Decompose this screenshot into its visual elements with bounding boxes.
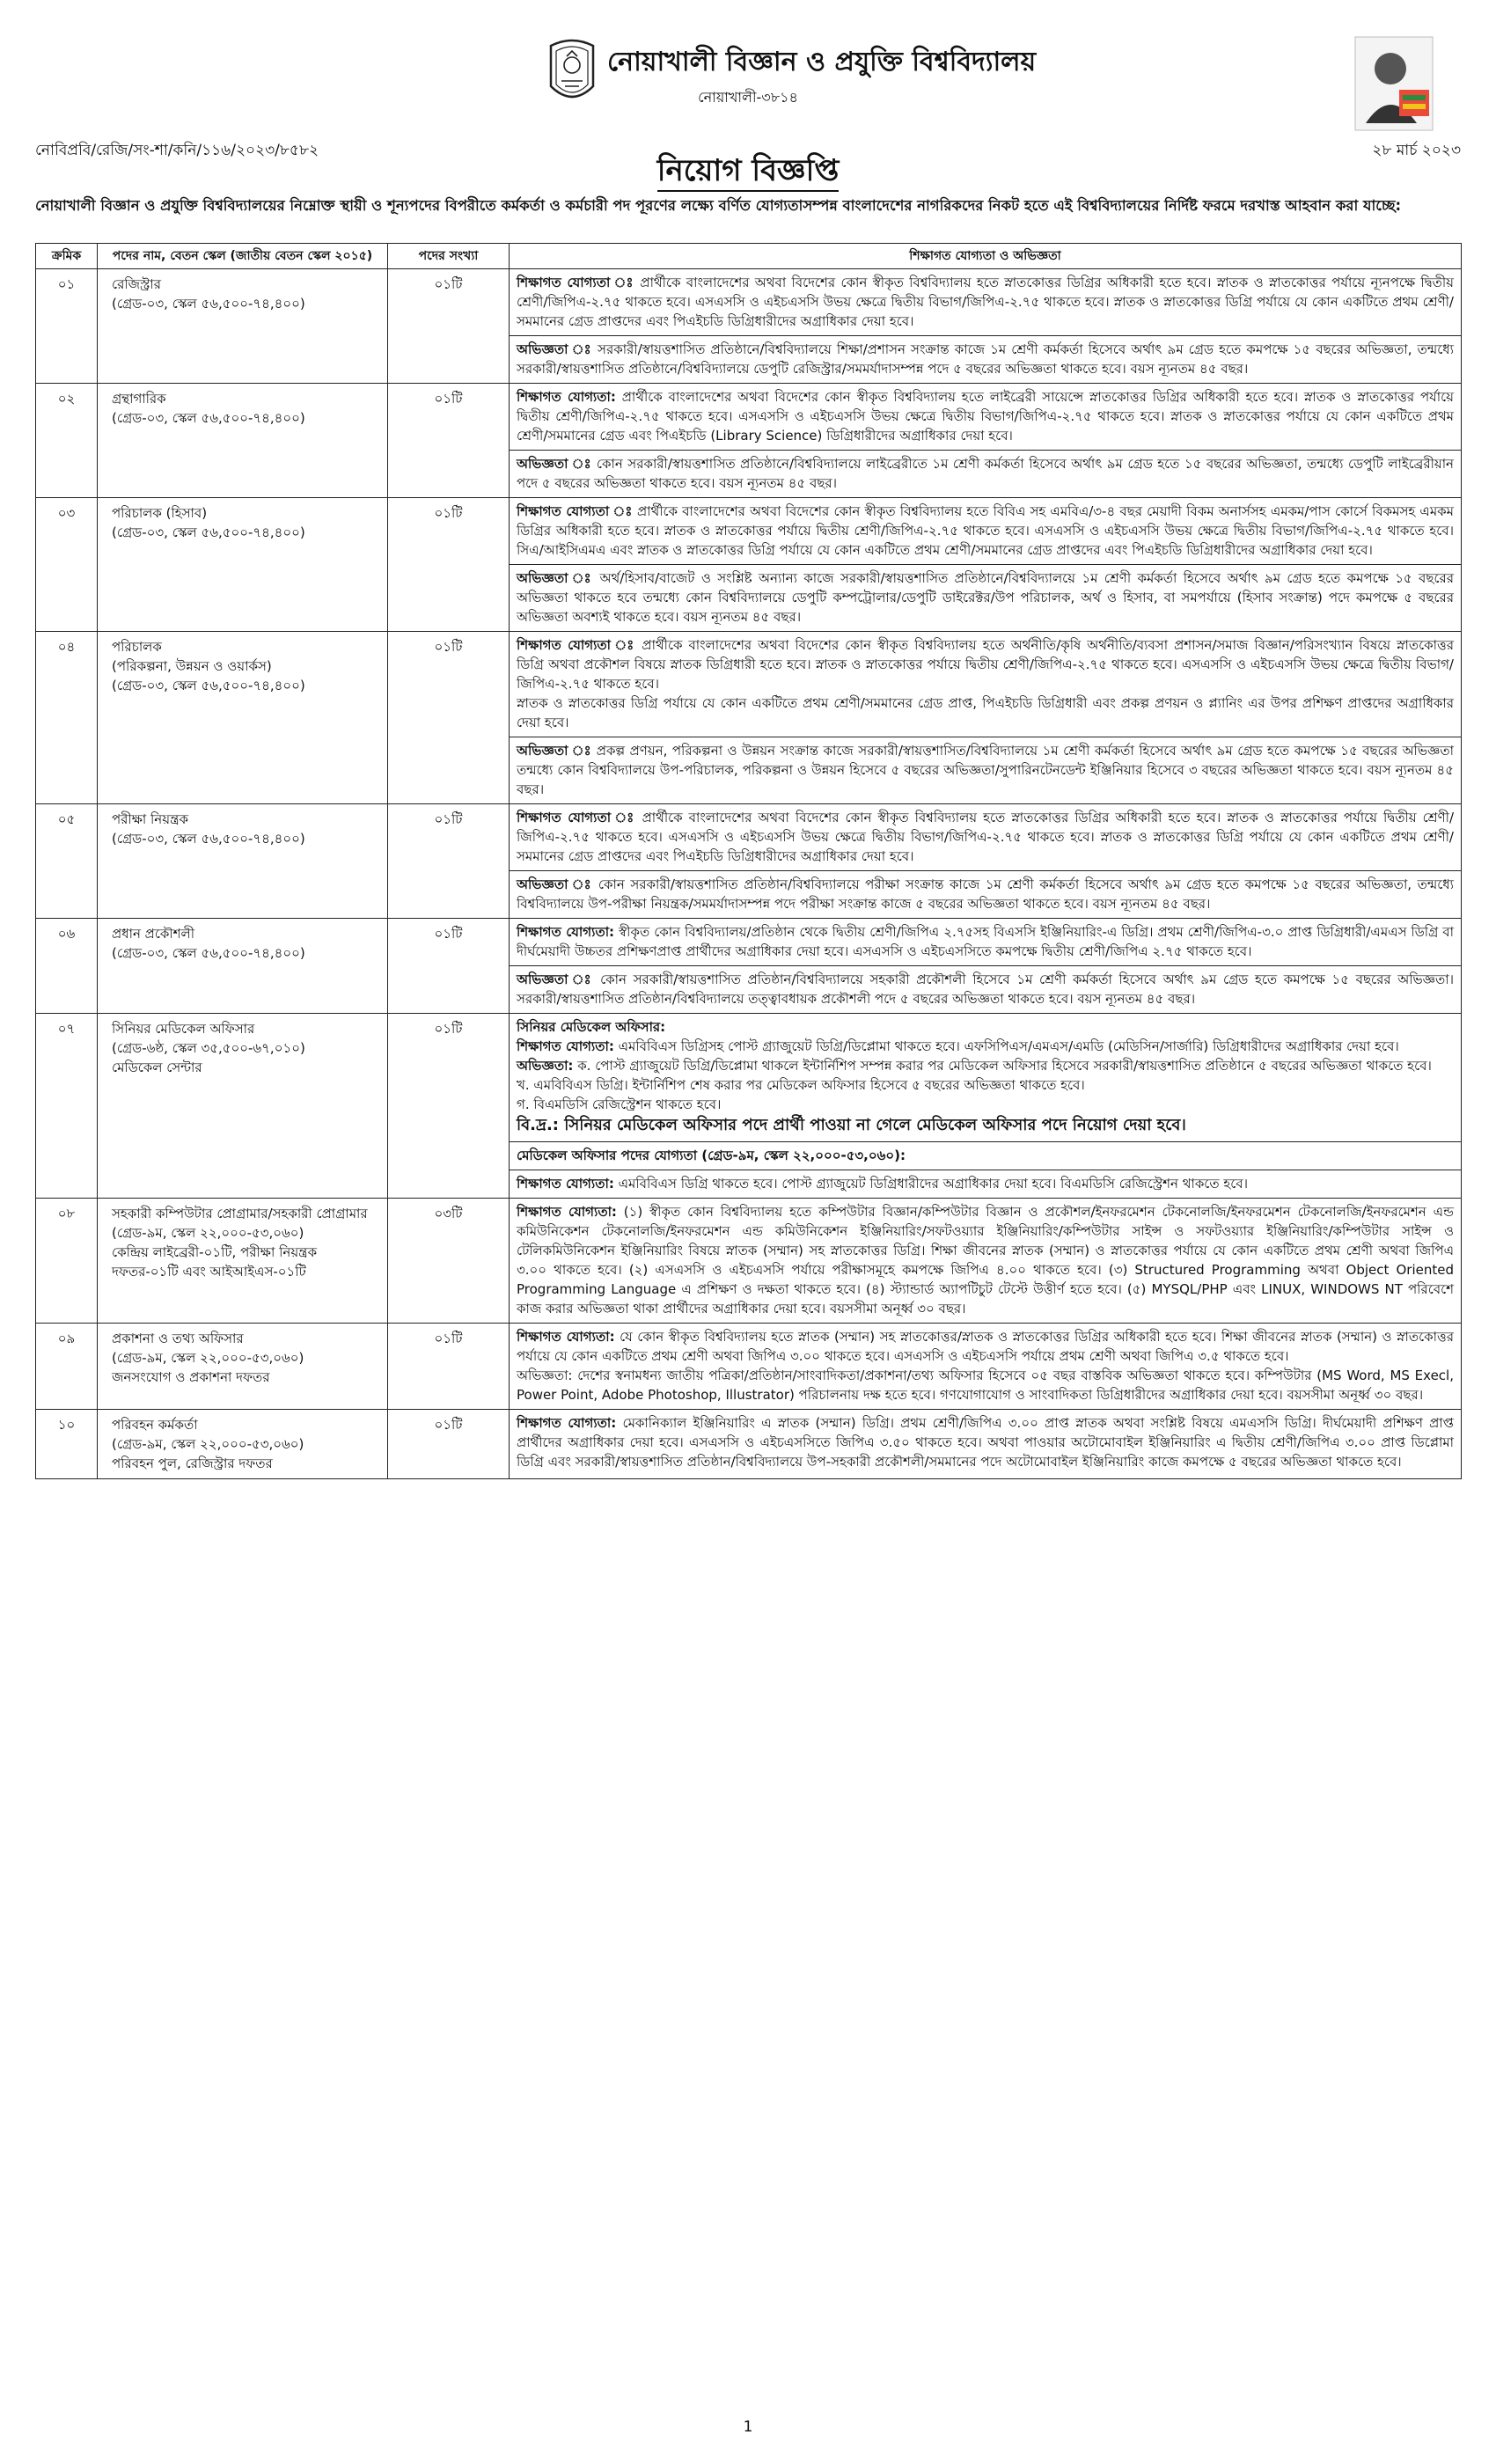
qualification-paragraph <box>517 1095 1454 1114</box>
qualification-label: শিক্ষাগত যোগ্যতা ঃ <box>517 275 635 290</box>
qualification-label: শিক্ষাগত যোগ্যতা: <box>517 1415 617 1431</box>
qualification-block <box>510 1199 1461 1323</box>
qualification-label: শিক্ষাগত যোগ্যতা ঃ <box>517 503 633 519</box>
qualification-text: কোন সরকারী/স্বায়ত্তশাসিত প্রতিষ্ঠান/বিশ্ববিদ্যালয়ে সহকারী প্রকৌশলী হিসেবে ১ম শ্রেণী কর্মকর্তা হিসেবে অর্থাৎ ৯ম গ্রেড হতে কমপক্ষে ১৫ বছরের অভিজ্ঞতা। সরকারী/স্বায়ত্তশাসিত প্রতিষ্ঠান/বিশ্ববিদ্যালয়ে তত্ত্বাবধায়ক প্রকৌশলী পদে ৫ বছরের অভিজ্ঞতা থাকতে হবে। বয়স ন্যূনতম ৪৫ বছর। <box>517 972 1454 1007</box>
serial-cell: ০২ <box>36 384 98 498</box>
qualification-block <box>510 870 1461 918</box>
table-row <box>36 498 1462 632</box>
post-line: প্রকাশনা ও তথ্য অফিসার <box>112 1331 244 1346</box>
post-line: (গ্রেড-০৩, স্কেল ৫৬,৫০০-৭৪,৪০০) <box>112 524 305 540</box>
reference-number: নোবিপ্রবি/রেজি/সং-শা/কনি/১১৬/২০২৩/৮৫৮২ <box>35 142 319 159</box>
qualification-text: কোন সরকারী/স্বায়ত্তশাসিত প্রতিষ্ঠানে/বিশ্ববিদ্যালয়ে লাইব্রেরীতে ১ম শ্রেণী কর্মকর্তা হিসেবে অর্থাৎ ৯ম গ্রেড হতে ১৫ বছরের অভিজ্ঞতা, তন্মধ্যে ডেপুটি লাইব্রেরীয়ান পদে ৫ বছরের অভিজ্ঞতা থাকতে হবে। বয়স ন্যূনতম ৪৫ বছর। <box>517 456 1454 491</box>
letterhead <box>0 35 1496 159</box>
qualification-block <box>510 919 1461 965</box>
qualification-text: গ. বিএমডিসি রেজিস্ট্রেশন থাকতে হবে। <box>517 1096 722 1112</box>
header-qualification: শিক্ষাগত যোগ্যতা ও অভিজ্ঞতা <box>510 244 1462 269</box>
qualification-text: যে কোন স্বীকৃত বিশ্ববিদ্যালয় হতে স্নাতক (সম্মান) সহ স্নাতকোত্তর/স্নাতক ও স্নাতকোত্তর ডিগ্রির অধিকারী হতে হবে। শিক্ষা জীবনের স্নাতক (সম্মান) ও স্নাতকোত্তর পর্যায়ে যে কোন একটিতে প্রথম শ্রেণী অথবা জিপিএ ৩.০০ থাকতে হবে। এসএসসি ও এইচএসসি পর্যায়ে প্রথম শ্রেণী অথবা জিপিএ ৩.৫ থাকতে হবে। <box>517 1329 1454 1364</box>
qualification-text: ক. পোস্ট গ্র্যাজুয়েট ডিগ্রি/ডিপ্লোমা থাকলে ইন্টার্নিশিপ সম্পন্ন করার পর মেডিকেল অফিসার হিসেবে সরকারী/স্বায়ত্তশাসিত প্রতিষ্ঠানে ৫ বছরের অভিজ্ঞতা থাকতে হবে। <box>573 1058 1432 1074</box>
qualification-label: শিক্ষাগত যোগ্যতা: <box>517 1329 615 1345</box>
qualification-label: শিক্ষাগত যোগ্যতা ঃ <box>517 637 636 653</box>
post-line: (গ্রেড-০৩, স্কেল ৫৬,৫০০-৭৪,৪০০) <box>112 678 305 693</box>
post-line: (পরিকল্পনা, উন্নয়ন ও ওয়ার্কস) <box>112 658 272 674</box>
qualification-text: খ. এমবিবিএস ডিগ্রি। ইন্টার্নিশিপ শেষ করার পর মেডিকেল অফিসার হিসেবে ৫ বছরের অভিজ্ঞতা থাকতে হবে। <box>517 1077 1085 1093</box>
qualification-cell <box>510 1014 1462 1199</box>
qualification-text: অভিজ্ঞতা: দেশের স্বনামধন্য জাতীয় পত্রিকা/প্রতিষ্ঠান/সাংবাদিকতা/প্রকাশনা/তথ্য অফিসার হিসেবে ০৫ বছর বাস্তবিক অভিজ্ঞতা থাকতে হবে। কম্পিউটার (MS Word, MS Execl, Power Point, Adobe Photoshop, Illustrator) পরিচালনায় দক্ষ হতে হবে। গণযোগাযোগ ও সাংবাদিকতা ডিগ্রিধারীদের অগ্রাধিকার দেয়া হবে। বয়সসীমা অনূর্ধ্ব ৩০ বছর। <box>517 1368 1454 1403</box>
qualification-cell <box>510 1410 1462 1479</box>
post-cell <box>98 1410 388 1479</box>
post-cell <box>98 269 388 384</box>
qualification-paragraph <box>517 387 1454 445</box>
qualification-cell <box>510 498 1462 632</box>
table-row <box>36 919 1462 1014</box>
qualification-text: স্বীকৃত কোন বিশ্ববিদ্যালয়/প্রতিষ্ঠান থেকে দ্বিতীয় শ্রেণী/জিপিএ ২.৭৫সহ বিএসসি ইঞ্জিনিয়ারিং-এ ডিগ্রি। প্রথম শ্রেণী/জিপিএ-৩.০ প্রাপ্ত ডিগ্রিধারী/এমএস ডিগ্রি বা দীর্ঘমেয়াদী উচ্চতর প্রশিক্ষণপ্রাপ্ত প্রার্থীদের অগ্রাধিকার দেয়া হবে। এসএসসি ও এইচএসসিতে কমপক্ষে দ্বিতীয় শ্রেণী/জিপিএ ২.৭৫ থাকতে হবে। <box>517 924 1454 959</box>
notice-title: নিয়োগ বিজ্ঞপ্তি <box>0 148 1496 198</box>
post-line: রেজিস্ট্রার <box>112 276 162 292</box>
serial-cell: ০৩ <box>36 498 98 632</box>
post-line: (গ্রেড-৬ষ্ঠ, স্কেল ৩৫,৫০০-৬৭,০১০) <box>112 1040 305 1056</box>
table-row <box>36 804 1462 919</box>
qualification-paragraph <box>517 1413 1454 1471</box>
post-line: পরিবহন কর্মকর্তা <box>112 1417 198 1433</box>
post-cell <box>98 804 388 919</box>
qualification-paragraph <box>517 693 1454 732</box>
table-body <box>36 269 1462 1479</box>
qualification-block <box>510 1141 1461 1170</box>
post-line: (গ্রেড-৯ম, স্কেল ২২,০০০-৫৩,০৬০) <box>112 1436 304 1452</box>
count-cell: ০১টি <box>388 498 510 632</box>
table-row <box>36 1410 1462 1479</box>
notice-intro: নোয়াখালী বিজ্ঞান ও প্রযুক্তি বিশ্ববিদ্যালয়ের নিম্নোক্ত স্থায়ী ও শূন্যপদের বিপরীতে কর্মকর্তা ও কর্মচারী পদ পূরণের লক্ষ্যে বর্ণিত যোগ্যতাসম্পন্ন বাংলাদেশের নাগরিকদের নিকট হতে এই বিশ্ববিদ্যালয়ের নির্দিষ্ট ফরমে দরখাস্ত আহবান করা যাচ্ছে: <box>35 197 1402 214</box>
qualification-text: প্রার্থীকে বাংলাদেশের অথবা বিদেশের কোন স্বীকৃত বিশ্ববিদ্যালয় হতে স্নাতকোত্তর ডিগ্রির অধিকারী হতে হবে। স্নাতক ও স্নাতকোত্তর পর্যায়ে দ্বিতীয় শ্রেণী/জিপিএ-২.৭৫ থাকতে হবে। এসএসসি ও এইচএসসি উভয় ক্ষেত্রে দ্বিতীয় বিভাগ/জিপিএ-২.৭৫ থাকতে হবে। স্নাতক ও স্নাতকোত্তর ডিগ্রি পর্যায়ে যে কোন একটিতে প্রথম শ্রেণী/সমমানের গ্রেড প্রাপ্তদের এবং পিএইচডি ডিগ্রিধারীদের অগ্রাধিকার দেয়া হবে। <box>517 810 1454 864</box>
count-cell: ০৩টি <box>388 1199 510 1324</box>
serial-cell: ০৭ <box>36 1014 98 1199</box>
qualification-paragraph <box>517 340 1454 378</box>
table-row <box>36 632 1462 804</box>
qualification-cell <box>510 384 1462 498</box>
serial-cell: ০৫ <box>36 804 98 919</box>
count-cell: ০১টি <box>388 804 510 919</box>
qualification-paragraph <box>517 502 1454 560</box>
qualification-block <box>510 632 1461 737</box>
qualification-paragraph <box>517 1146 1454 1165</box>
qualification-paragraph <box>517 741 1454 799</box>
post-line: কেন্দ্রিয় লাইব্রেরী-০১টি, পরীক্ষা নিয়ন্ত্রক দফতর-০১টি এবং আইআইএস-০১টি <box>112 1244 318 1280</box>
qualification-label: শিক্ষাগত যোগ্যতা: <box>517 924 615 940</box>
qualification-label: অভিজ্ঞতা ঃ <box>517 876 593 892</box>
serial-cell: ০৯ <box>36 1324 98 1410</box>
serial-cell: ০৪ <box>36 632 98 804</box>
qualification-text: স্নাতক ও স্নাতকোত্তর ডিগ্রি পর্যায়ে যে কোন একটিতে প্রথম শ্রেণী/সমমানের গ্রেড প্রাপ্ত, পিএইচডি ডিগ্রিধারী এবং প্রকল্প প্রণয়ন ও প্ল্যানিং এর উপর প্রশিক্ষণ প্রাপ্তদের অগ্রাধিকার দেয়া হবে। <box>517 695 1454 730</box>
post-line: (গ্রেড-০৩, স্কেল ৫৬,৫০০-৭৪,৪০০) <box>112 831 305 847</box>
qualification-block <box>510 335 1461 383</box>
post-cell <box>98 1014 388 1199</box>
qualification-text: এমবিবিএস ডিগ্রি থাকতে হবে। পোস্ট গ্র্যাজুয়েট ডিগ্রিধারীদের অগ্রাধিকার দেয়া হবে। বিএমডিসি রেজিস্ট্রেশন থাকতে হবে। <box>613 1176 1248 1192</box>
qualification-paragraph <box>517 970 1454 1008</box>
count-cell: ০১টি <box>388 1410 510 1479</box>
post-line: জনসংযোগ ও প্রকাশনা দফতর <box>112 1369 270 1385</box>
post-cell <box>98 1199 388 1324</box>
qualification-text: প্রকল্প প্রণয়ন, পরিকল্পনা ও উন্নয়ন সংক্রান্ত কাজে সরকারী/স্বায়ত্তশাসিত/বিশ্ববিদ্যালয়ে ১ম শ্রেণী কর্মকর্তা হিসেবে অর্থাৎ ৯ম গ্রেড হতে কমপক্ষে ১৫ বছরের অভিজ্ঞতা তন্মধ্যে কোন বিশ্ববিদ্যালয়ে উপ-পরিচালক, পরিকল্পনা ও উন্নয়ন হিসেবে ৫ বছরের অভিজ্ঞতা/সুপারিনটেনডেন্ট ইঞ্জিনিয়ার হিসেবে ৩ বছরের অভিজ্ঞতা থাকতে হবে। বয়স ন্যূনতম ৪৫ বছর। <box>517 743 1454 797</box>
serial-cell: ০৮ <box>36 1199 98 1324</box>
qualification-paragraph <box>517 1174 1454 1193</box>
qualification-cell <box>510 919 1462 1014</box>
post-line: (গ্রেড-০৩, স্কেল ৫৬,৫০০-৭৪,৪০০) <box>112 296 305 312</box>
post-line: (গ্রেড-০৩, স্কেল ৫৬,৫০০-৭৪,৪০০) <box>112 945 305 961</box>
table-row <box>36 269 1462 384</box>
qualification-note: বি.দ্র.: সিনিয়র মেডিকেল অফিসার পদে প্রার্থী পাওয়া না গেলে মেডিকেল অফিসার পদে নিয়োগ দেয়া হবে। <box>517 1116 1186 1134</box>
qualification-text: প্রার্থীকে বাংলাদেশের অথবা বিদেশের কোন স্বীকৃত বিশ্ববিদ্যালয় হতে স্নাতকোত্তর ডিগ্রির অধিকারী হতে হবে। স্নাতক ও স্নাতকোত্তর পর্যায়ে ন্যূনপক্ষে দ্বিতীয় শ্রেণী/জিপিএ-২.৭৫ থাকতে হবে। এসএসসি ও এইচএসসি উভয় ক্ষেত্রে দ্বিতীয় বিভাগ/জিপিএ-২.৭৫ থাকতে হবে। স্নাতক ও স্নাতকোত্তর ডিগ্রি পর্যায়ে যে কোন একটিতে প্রথম শ্রেণী/সমমানের গ্রেড প্রাপ্তদের এবং পিএইচডি ডিগ্রিধারীদের অগ্রাধিকার দেয়া হবে। <box>517 275 1454 329</box>
table-header-row <box>36 244 1462 269</box>
post-line: (গ্রেড-৯ম, স্কেল ২২,০০০-৫৩,০৬০) <box>112 1225 304 1241</box>
qualification-cell <box>510 1324 1462 1410</box>
university-name: নোয়াখালী বিজ্ঞান ও প্রযুক্তি বিশ্ববিদ্যালয় <box>607 47 1037 77</box>
qualification-paragraph <box>517 1327 1454 1366</box>
qualification-text: প্রার্থীকে বাংলাদেশের অথবা বিদেশের কোন স্বীকৃত বিশ্ববিদ্যালয় হতে লাইব্রেরী সায়েন্সে স্নাতকোত্তর ডিগ্রির অধিকারী হতে হবে। স্নাতক ও স্নাতকোত্তর পর্যায়ে দ্বিতীয় শ্রেণী/জিপিএ-২.৭৫ থাকতে হবে। এসএসসি ও এইচএসসি উভয় ক্ষেত্রে দ্বিতীয় বিভাগ/জিপিএ-২.৭৫ থাকতে হবে। স্নাতক ও স্নাতকোত্তর পর্যায়ে যে কোন একটিতে প্রথম শ্রেণী/সমমানের গ্রেড এবং পিএইচডি (Library Science) ডিগ্রিধারীদের অগ্রাধিকার দেয়া হবে। <box>517 389 1454 444</box>
post-cell <box>98 498 388 632</box>
qualification-block <box>510 564 1461 631</box>
notice-date: ২৮ মার্চ ২০২৩ <box>1372 142 1461 159</box>
count-cell: ০১টি <box>388 384 510 498</box>
post-cell <box>98 632 388 804</box>
qualification-paragraph <box>517 1017 1454 1037</box>
post-line: পরিবহন পুল, রেজিস্ট্রার দফতর <box>112 1456 273 1471</box>
table-row <box>36 384 1462 498</box>
table-row <box>36 1014 1462 1199</box>
post-line: পরিচালক <box>112 639 162 655</box>
qualification-paragraph <box>517 454 1454 493</box>
qualification-text: প্রার্থীকে বাংলাদেশের অথবা বিদেশের কোন স্বীকৃত বিশ্ববিদ্যালয় হতে অর্থনীতি/কৃষি অর্থনীতি/ব্যবসা প্রশাসন/সমাজ বিজ্ঞান/পরিসংখ্যান বিষয়ে স্নাতকোত্তর ডিগ্রি অথবা প্রকৌশল বিষয়ে স্নাতক ডিগ্রিধারী হতে হবে। স্নাতক ও স্নাতকোত্তর পর্যায়ে দ্বিতীয় শ্রেণী/জিপিএ-২.৭৫ থাকতে হবে। এসএসসি ও এইচএসসি উভয় ক্ষেত্রে দ্বিতীয় বিভাগ/জিপিএ-২.৭৫ থাকতে হবে। <box>517 637 1454 692</box>
count-cell: ০১টি <box>388 919 510 1014</box>
qualification-paragraph <box>517 1202 1454 1318</box>
table-row <box>36 1199 1462 1324</box>
qualification-block <box>510 1170 1461 1198</box>
header-count: পদের সংখ্যা <box>388 244 510 269</box>
qualification-label: সিনিয়র মেডিকেল অফিসার: <box>517 1019 666 1035</box>
portrait-icon <box>1353 35 1434 132</box>
qualification-paragraph <box>517 875 1454 913</box>
count-cell: ০১টি <box>388 1014 510 1199</box>
qualification-block <box>510 804 1461 870</box>
post-line: সিনিয়র মেডিকেল অফিসার <box>112 1021 255 1037</box>
qualification-text: অর্থ/হিসাব/বাজেট ও সংশ্লিষ্ট অন্যান্য কাজে সরকারী/স্বায়ত্তশাসিত প্রতিষ্ঠানে/বিশ্ববিদ্যালয়ে ১ম শ্রেণী কর্মকর্তা হিসেবে অর্থাৎ ৯ম গ্রেড হতে কমপক্ষে ১৫ বছরের অভিজ্ঞতা থাকতে হবে তন্মধ্যে কোন বিশ্ববিদ্যালয়ে ডেপুটি কম্পট্রোলার/ডেপুটি ডাইরেক্টর/উপ পরিচালক, অর্থ ও হিসাব, বা সমপর্যায়ে (হিসাব সংক্রান্ত) পদে কমপক্ষে ৫ বছরের অভিজ্ঞতা অবশ্যই থাকতে হবে। বয়স ন্যূনতম ৪৫ বছর। <box>517 570 1454 625</box>
qualification-label: অভিজ্ঞতা ঃ <box>517 456 592 472</box>
post-line: পরীক্ষা নিয়ন্ত্রক <box>112 811 188 827</box>
qualification-text: সরকারী/স্বায়ত্তশাসিত প্রতিষ্ঠানে/বিশ্ববিদ্যালয়ে শিক্ষা/প্রশাসন সংক্রান্ত কাজে ১ম শ্রেণী কর্মকর্তা হিসেবে অর্থাৎ ৯ম গ্রেড হতে কমপক্ষে ১৫ বছরের অভিজ্ঞতা, তন্মধ্যে সরকারী/স্বায়ত্তশাসিত প্রতিষ্ঠানে/বিশ্ববিদ্যালয়ে ডেপুটি রেজিস্ট্রার/সমমর্যাদাসম্পন্ন পদে ৫ বছরের অভিজ্ঞতা থাকতে হবে। বয়স ন্যূনতম ৪৫ বছর। <box>517 341 1454 377</box>
qualification-paragraph <box>517 635 1454 693</box>
header-serial: ক্রমিক <box>36 244 98 269</box>
count-cell: ০১টি <box>388 1324 510 1410</box>
post-line: পরিচালক (হিসাব) <box>112 505 208 521</box>
post-cell <box>98 1324 388 1410</box>
qualification-label: শিক্ষাগত যোগ্যতা: <box>517 1038 614 1054</box>
qualification-text: কোন সরকারী/স্বায়ত্তশাসিত প্রতিষ্ঠান/বিশ্ববিদ্যালয়ে পরীক্ষা সংক্রান্ত কাজে ১ম শ্রেণী কর্মকর্তা হিসেবে অর্থাৎ ৯ম গ্রেড হতে কমপক্ষে ১৫ বছরের অভিজ্ঞতা, তন্মধ্যে বিশ্ববিদ্যালয়ে উপ-পরীক্ষা নিয়ন্ত্রক/সমমর্যাদাসম্পন্ন পদে পরীক্ষা সংক্রান্ত কাজে ৫ বছরের অভিজ্ঞতা থাকতে হবে। বয়স ন্যূনতম ৪৫ বছর। <box>517 876 1454 912</box>
post-line: (গ্রেড-০৩, স্কেল ৫৬,৫০০-৭৪,৪০০) <box>112 410 305 426</box>
qualification-cell <box>510 1199 1462 1324</box>
post-cell <box>98 919 388 1014</box>
qualification-label: মেডিকেল অফিসার পদের যোগ্যতা (গ্রেড-৯ম, স্কেল ২২,০০০-৫৩,০৬০): <box>517 1148 906 1163</box>
post-line: গ্রন্থাগারিক <box>112 391 166 407</box>
qualification-label: শিক্ষাগত যোগ্যতা: <box>517 1176 614 1192</box>
qualification-block <box>510 384 1461 450</box>
qualification-paragraph <box>517 1366 1454 1404</box>
qualification-label: অভিজ্ঞতা ঃ <box>517 972 594 987</box>
qualification-text: এমবিবিএস ডিগ্রিসহ পোস্ট গ্র্যাজুয়েট ডিগ্রি/ডিপ্লোমা থাকতে হবে। এফসিপিএস/এমএস/এমডি (মেডিসিন/সার্জারি) ডিগ্রিধারীদের অগ্রাধিকার দেয়া হবে। <box>613 1038 1399 1054</box>
serial-cell: ০৬ <box>36 919 98 1014</box>
qualification-cell <box>510 804 1462 919</box>
table-row <box>36 1324 1462 1410</box>
qualification-block <box>510 269 1461 335</box>
post-line: (গ্রেড-৯ম, স্কেল ২২,০০০-৫৩,০৬০) <box>112 1350 304 1366</box>
qualification-paragraph <box>517 1056 1454 1075</box>
post-line: সহকারী কম্পিউটার প্রোগ্রামার/সহকারী প্রোগ্রামার <box>112 1206 368 1221</box>
qualification-label: শিক্ষাগত যোগ্যতা: <box>517 1204 617 1220</box>
qualification-text: মেকানিক্যাল ইঞ্জিনিয়ারিং এ স্নাতক (সম্মান) ডিগ্রি। প্রথম শ্রেণী/জিপিএ ৩.০০ প্রাপ্ত স্নাতক অথবা সংশ্লিষ্ট বিষয়ে এমএসসি ডিগ্রি। দীর্ঘমেয়াদী প্রশিক্ষণ প্রাপ্ত প্রার্থীদের অগ্রাধিকার দেয়া হবে। এসএসসি ও এইচএসসিতে জিপিএ ৩.৫০ থাকতে হবে। অথবা পাওয়ার অটোমোবাইল ইঞ্জিনিয়ারিং এ দ্বিতীয় শ্রেণী/জিপিএ ৩.০০ প্রাপ্ত ডিপ্লোমা ডিগ্রি এবং সরকারী/স্বায়ত্তশাসিত প্রতিষ্ঠান/বিশ্ববিদ্যালয়ে উপ-সহকারী প্রকৌশলী/সমমানের পদে অটোমোবাইল ইঞ্জিনিয়ারিং কাজে কমপক্ষে ৫ বছরের অভিজ্ঞতা থাকতে হবে। <box>517 1415 1454 1470</box>
qualification-label: শিক্ষাগত যোগ্যতা ঃ <box>517 810 636 825</box>
qualification-paragraph <box>517 273 1454 331</box>
serial-cell: ১০ <box>36 1410 98 1479</box>
count-cell: ০১টি <box>388 632 510 804</box>
qualification-block <box>510 450 1461 497</box>
qualification-paragraph <box>517 1114 1454 1137</box>
qualification-label: শিক্ষাগত যোগ্যতা: <box>517 389 616 405</box>
qualification-cell <box>510 632 1462 804</box>
qualification-block <box>510 1324 1461 1409</box>
qualification-paragraph <box>517 568 1454 627</box>
qualification-cell <box>510 269 1462 384</box>
header-post: পদের নাম, বেতন স্কেল (জাতীয় বেতন স্কেল ২০১৫) <box>98 244 388 269</box>
serial-cell: ০১ <box>36 269 98 384</box>
post-cell <box>98 384 388 498</box>
count-cell: ০১টি <box>388 269 510 384</box>
qualification-block <box>510 1410 1461 1476</box>
qualification-text: প্রার্থীকে বাংলাদেশের অথবা বিদেশের কোন স্বীকৃত বিশ্ববিদ্যালয় হতে বিবিএ সহ এমবিএ/৩-৪ বছর মেয়াদী বিকম অনার্সসহ এমকম/পাস কোর্সে বিকমসহ এমকম ডিগ্রির অধিকারী হতে হবে। স্নাতক ও স্নাতকোত্তর পর্যায়ে দ্বিতীয় শ্রেণী/জিপিএ-২.৭৫ থাকতে হবে। এসএসসি ও এইচএসসি উভয় ক্ষেত্রে দ্বিতীয় বিভাগ/জিপিএ-২.৭৫ থাকতে হবে। সিএ/আইসিএমএ এবং স্নাতক ও স্নাতকোত্তর ডিগ্রি পর্যায়ে যে কোন একটিতে প্রথম শ্রেণী/সমমানের গ্রেড প্রাপ্তদের এবং পিএইচডি ডিগ্রিধারীদের অগ্রাধিকার দেয়া হবে। <box>517 503 1454 558</box>
qualification-paragraph <box>517 1037 1454 1056</box>
qualification-label: অভিজ্ঞতা ঃ <box>517 743 592 759</box>
qualification-paragraph <box>517 922 1454 961</box>
qualification-block <box>510 498 1461 564</box>
qualification-block <box>510 965 1461 1013</box>
post-line: প্রধান প্রকৌশলী <box>112 926 195 942</box>
qualification-paragraph <box>517 1075 1454 1095</box>
qualification-label: অভিজ্ঞতা ঃ <box>517 341 592 357</box>
page-number: 1 <box>743 2418 753 2436</box>
university-address: নোয়াখালী-৩৮১৪ <box>698 89 798 106</box>
vacancy-table <box>35 243 1462 1479</box>
qualification-label: অভিজ্ঞতা ঃ <box>517 570 594 586</box>
qualification-block <box>510 737 1461 803</box>
qualification-block <box>510 1014 1461 1141</box>
qualification-label: অভিজ্ঞতা: <box>517 1058 574 1074</box>
qualification-paragraph <box>517 808 1454 866</box>
qualification-text: (১) স্বীকৃত কোন বিশ্ববিদ্যালয় হতে কম্পিউটার বিজ্ঞান/কম্পিউটার বিজ্ঞান ও প্রকৌশল/ইনফরমেশন টেকনোলজি/ইনফরমেশন টেকনোলজি/ইনফরমেশন এন্ড কমিউনিকেশন টেকনোলজি/ইনফরমেশন এন্ড কমিউনিকেশন ইঞ্জিনিয়ারিং/সফটওয়্যার ইঞ্জিনিয়ারিং/কম্পিউটার সাইন্স ও সফটওয়্যার ইঞ্জিনিয়ারিং/কম্পিউটার সাইন্স ও টেলিকমিউনিকেশন ইঞ্জিনিয়ারিং বিষয়ে স্নাতক (সম্মান) সহ স্নাতকোত্তর ডিগ্রি। শিক্ষা জীবনের স্নাতক (সম্মান) ও স্নাতকোত্তর পর্যায়ে যে কোন একটিতে প্রথম শ্রেণী অথবা জিপিএ ৩.০০ থাকতে হবে। (২) এসএসসি ও এইচএসসি পর্যায়ে পরীক্ষাসমূহে কমপক্ষে জিপিএ ৪.০০ থাকতে হবে। (৩) Structured Programming অথবা Object Oriented Programming Language এ প্রশিক্ষণ ও দক্ষতা থাকতে হবে। (৪) স্ট্যান্ডার্ড অ্যাপটিচুট টেস্টে উত্তীর্ণ হতে হবে। (৫) MYSQL/PHP এবং LINUX, WINDOWS NT পরিবেশে কাজ করার অভিজ্ঞতা থাকা প্রার্থীদের অগ্রাধিকার দেয়া হবে। বয়সসীমা অনূর্ধ্ব ৩০ বছর। <box>517 1204 1454 1316</box>
post-line: মেডিকেল সেন্টার <box>112 1060 202 1075</box>
